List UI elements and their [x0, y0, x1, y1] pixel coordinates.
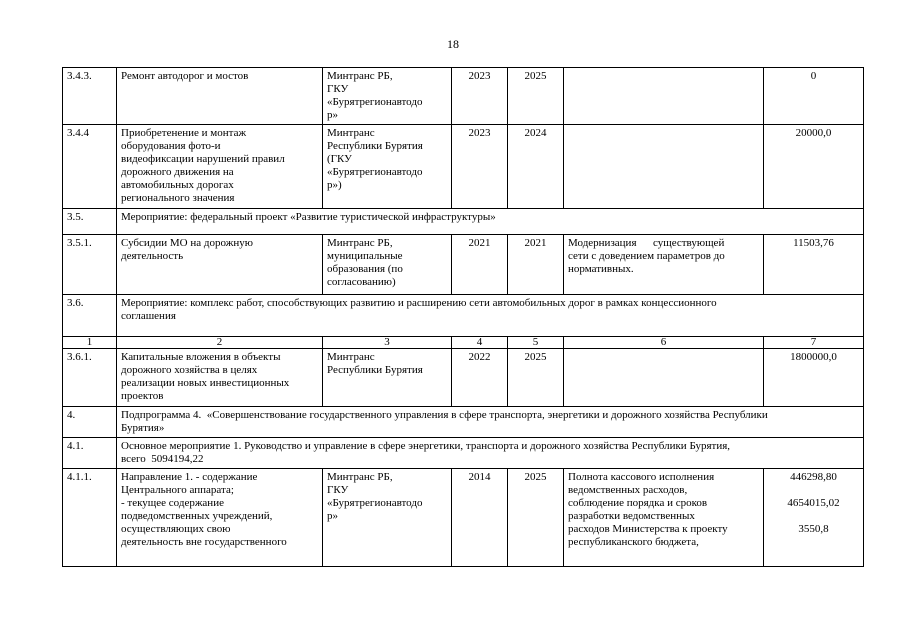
- item-end-year: 2025: [508, 349, 564, 407]
- item-number: 4.1.: [63, 438, 117, 469]
- item-amount: 1800000,0: [764, 349, 864, 407]
- item-start-year: 2014: [452, 469, 508, 567]
- column-number: 1: [63, 337, 117, 349]
- table-row: [63, 407, 864, 438]
- item-name: Субсидии МО на дорожную деятельность: [117, 235, 323, 295]
- table-row: [63, 235, 864, 295]
- table-row: [63, 68, 864, 125]
- item-start-year: 2022: [452, 349, 508, 407]
- table-row: [63, 125, 864, 209]
- item-start-year: 2023: [452, 68, 508, 125]
- item-end-year: 2025: [508, 469, 564, 567]
- item-result: Модернизация существующей сети с доведением параметров до нормативных.: [564, 235, 764, 295]
- item-name: Ремонт автодорог и мостов: [117, 68, 323, 125]
- section-title: Мероприятие: комплекс работ, способствующих развитию и расширению сети автомобильных дорог в рамках концессионного соглашения: [117, 295, 864, 337]
- item-number: 3.4.3.: [63, 68, 117, 125]
- item-executor: Минтранс Республики Бурятия: [323, 349, 452, 407]
- section-title: Мероприятие: федеральный проект «Развитие туристической инфраструктуры»: [117, 209, 864, 235]
- item-number: 3.5.: [63, 209, 117, 235]
- column-number: 2: [117, 337, 323, 349]
- table-row: [63, 438, 864, 469]
- item-result: [564, 68, 764, 125]
- item-executor: Минтранс РБ, ГКУ «Бурятрегионавтодо р»: [323, 469, 452, 567]
- table-row: [63, 469, 864, 567]
- item-start-year: 2021: [452, 235, 508, 295]
- column-number: 6: [564, 337, 764, 349]
- item-executor: Минтранс Республики Бурятия (ГКУ «Бурятрегионавтодо р»): [323, 125, 452, 209]
- item-executor: Минтранс РБ, ГКУ «Бурятрегионавтодо р»: [323, 68, 452, 125]
- item-start-year: 2023: [452, 125, 508, 209]
- column-number: 7: [764, 337, 864, 349]
- item-amount: 11503,76: [764, 235, 864, 295]
- item-result: Полнота кассового исполнения ведомственных расходов, соблюдение порядка и сроков разработки ведомственных расходов Министерства к проекту республиканского бюджета,: [564, 469, 764, 567]
- item-amount: 0: [764, 68, 864, 125]
- item-end-year: 2021: [508, 235, 564, 295]
- item-amount: 446298,80 4654015,02 3550,8: [764, 469, 864, 567]
- item-amount: 20000,0: [764, 125, 864, 209]
- table-row: [63, 349, 864, 407]
- item-end-year: 2024: [508, 125, 564, 209]
- item-end-year: 2025: [508, 68, 564, 125]
- column-number: 5: [508, 337, 564, 349]
- item-number: 4.: [63, 407, 117, 438]
- item-number: 3.4.4: [63, 125, 117, 209]
- subprogram-title: Подпрограмма 4. «Совершенствование государственного управления в сфере транспорта, энергетики и дорожного хозяйства Республики Бурятия»: [117, 407, 864, 438]
- page-number: 18: [447, 37, 459, 51]
- table-row: [63, 295, 864, 337]
- main-activity-title: Основное мероприятие 1. Руководство и управление в сфере энергетики, транспорта и дорожного хозяйства Республики Бурятия, всего 5094194,22: [117, 438, 864, 469]
- item-result: [564, 125, 764, 209]
- item-number: 4.1.1.: [63, 469, 117, 567]
- item-number: 3.6.1.: [63, 349, 117, 407]
- item-executor: Минтранс РБ, муниципальные образования (по согласованию): [323, 235, 452, 295]
- item-number: 3.5.1.: [63, 235, 117, 295]
- item-name: Капитальные вложения в объекты дорожного хозяйства в целях реализации новых инвестиционных проектов: [117, 349, 323, 407]
- table-row: [63, 209, 864, 235]
- column-number-row: [63, 337, 864, 349]
- program-table: [62, 67, 864, 567]
- column-number: 4: [452, 337, 508, 349]
- item-number: 3.6.: [63, 295, 117, 337]
- column-number: 3: [323, 337, 452, 349]
- item-name: Направление 1. - содержание Центрального аппарата; - текущее содержание подведомственных учреждений, осуществляющих свою деятельность вне государственного: [117, 469, 323, 567]
- item-name: Приобретенение и монтаж оборудования фото-и видеофиксации нарушений правил дорожного движения на автомобильных дорогах регионального значения: [117, 125, 323, 209]
- item-result: [564, 349, 764, 407]
